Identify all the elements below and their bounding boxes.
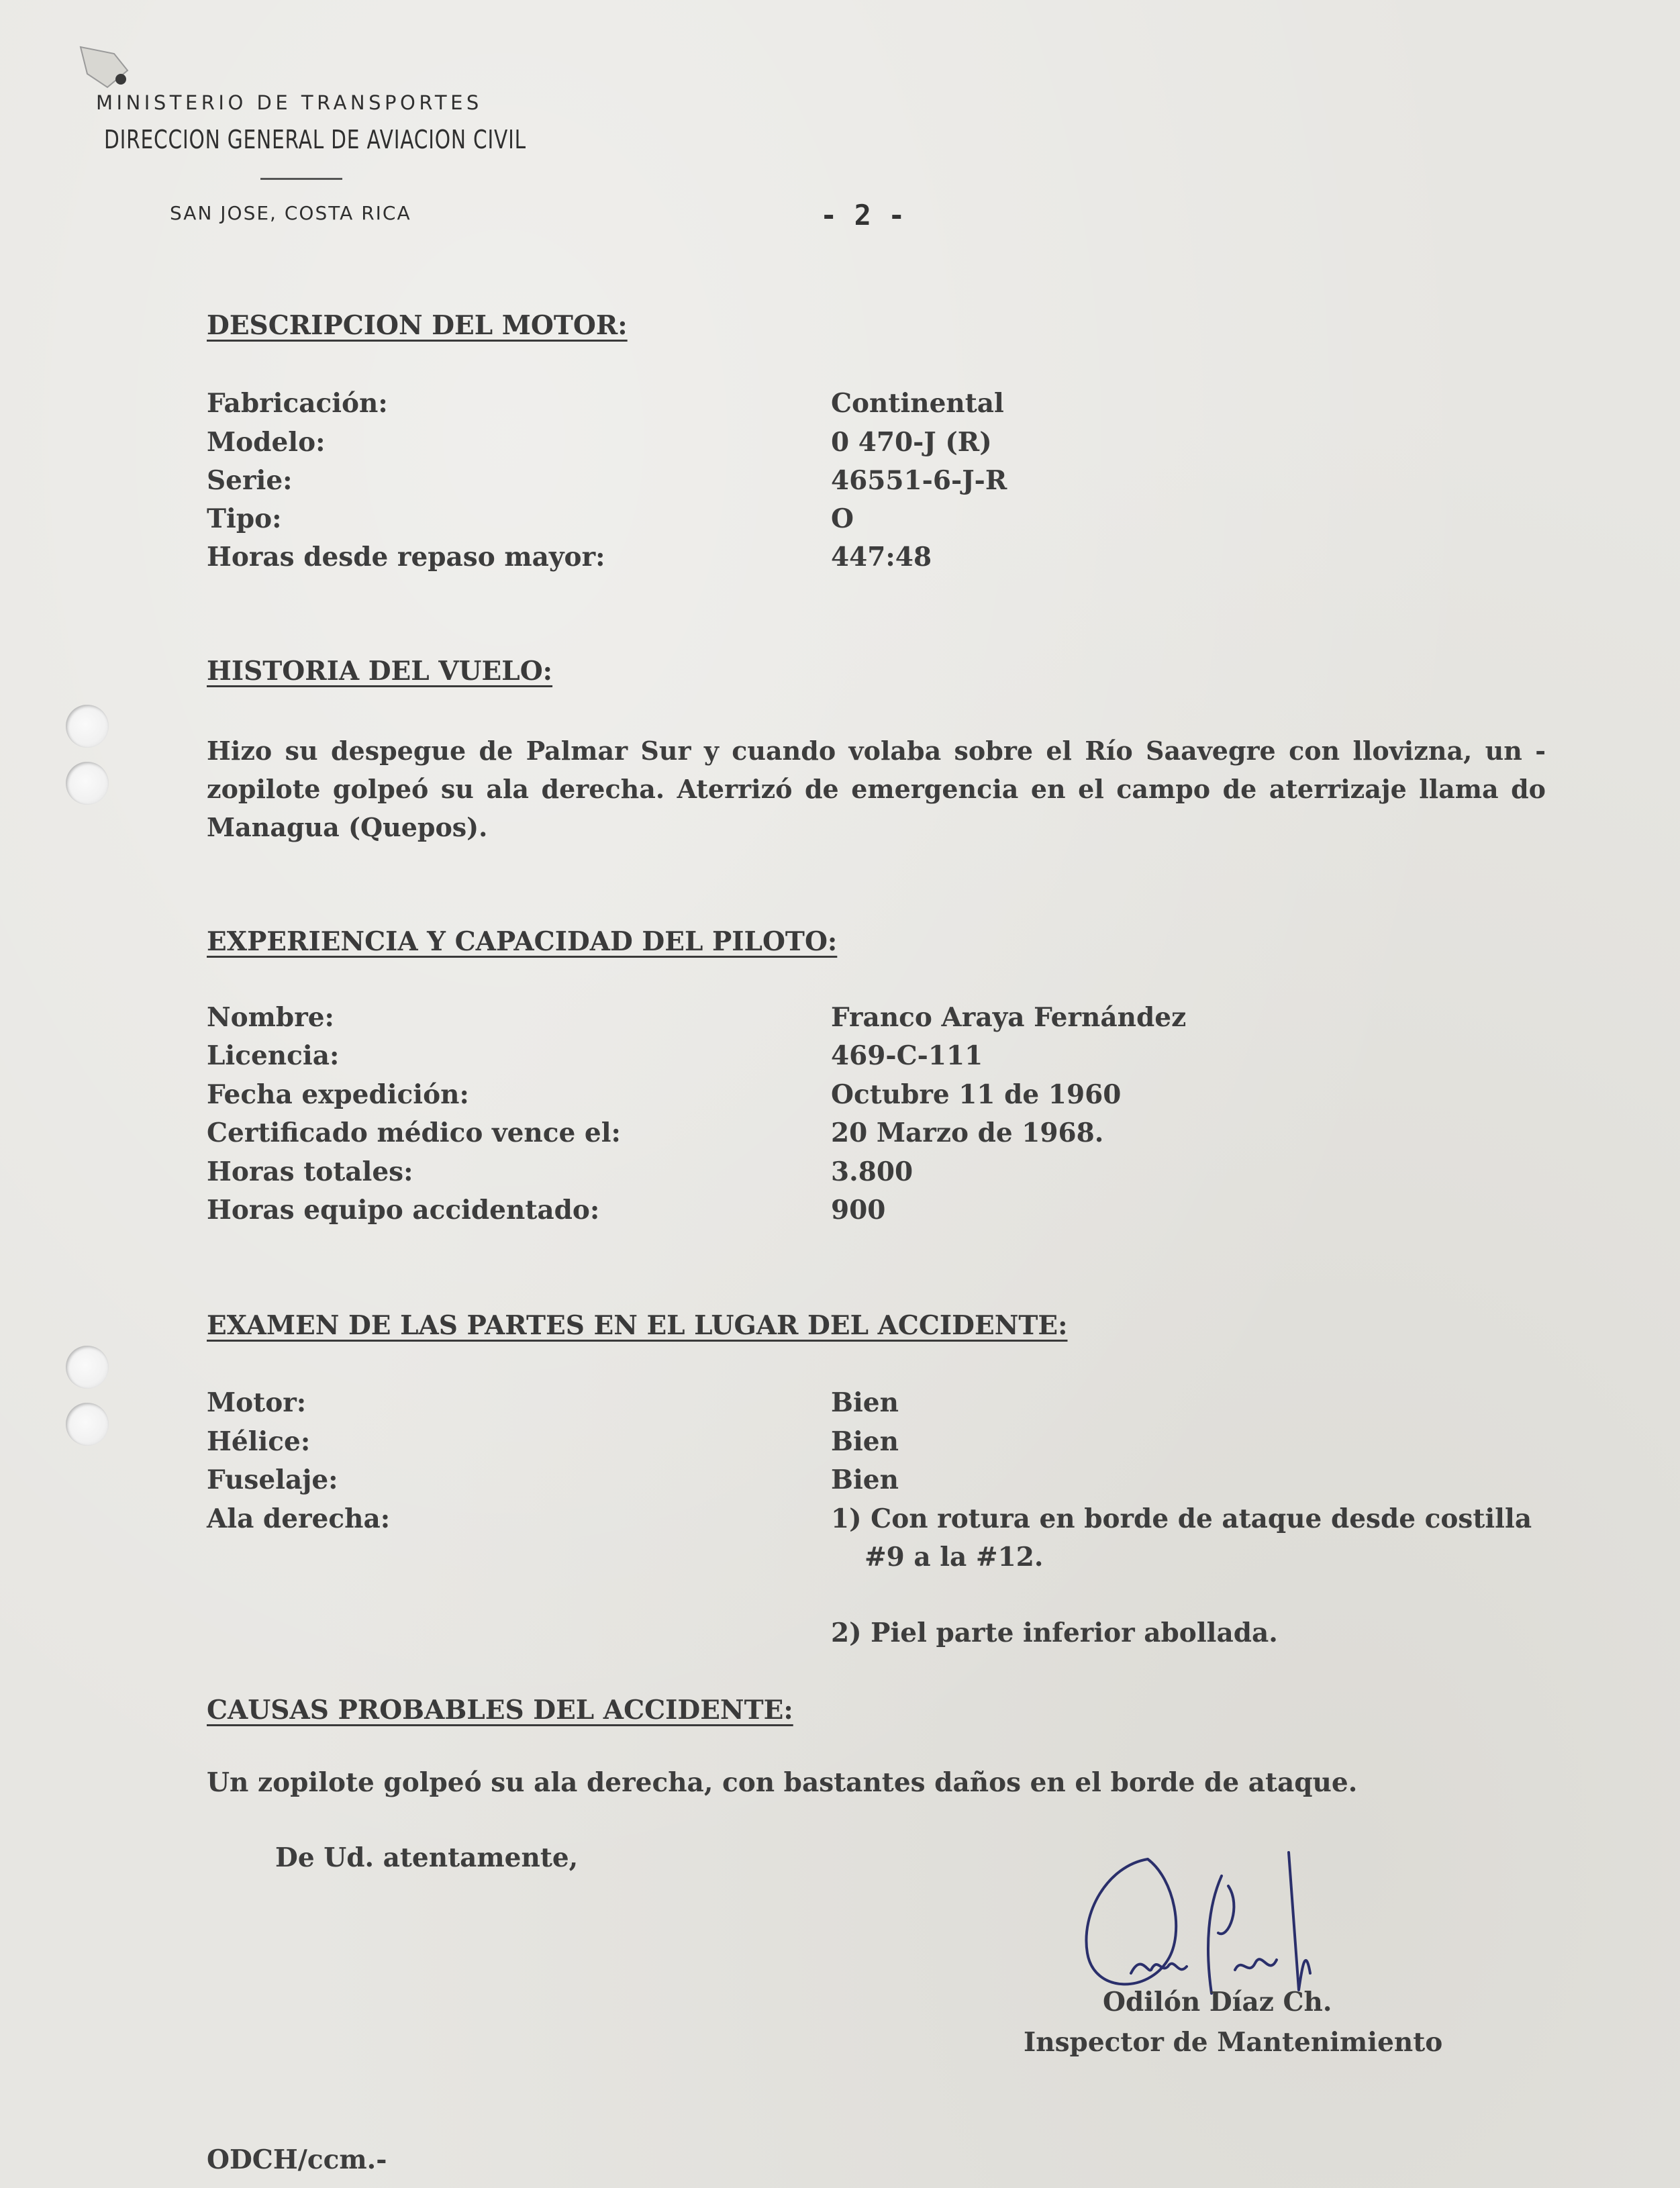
page-number: - 2 - — [820, 199, 905, 232]
examen-value: Bien — [831, 1464, 899, 1495]
motor-value: 447:48 — [831, 542, 932, 573]
piloto-label: Licencia: — [207, 1040, 340, 1071]
piloto-label: Horas totales: — [207, 1156, 413, 1187]
piloto-value: Franco Araya Fernández — [831, 1002, 1187, 1033]
examen-value: Bien — [831, 1426, 899, 1457]
motor-value: O — [831, 503, 854, 534]
piloto-label: Fecha expedición: — [207, 1079, 469, 1110]
punch-hole — [66, 762, 109, 805]
signature-title: Inspector de Mantenimiento — [1024, 2027, 1443, 2058]
motor-value: 0 470-J (R) — [831, 427, 992, 458]
motor-label: Serie: — [207, 465, 293, 496]
punch-hole — [66, 1403, 109, 1446]
motor-value: Continental — [831, 388, 1004, 419]
piloto-label: Certificado médico vence el: — [207, 1117, 621, 1148]
piloto-value: 469-C-111 — [831, 1040, 983, 1071]
examen-label: Ala derecha: — [207, 1503, 391, 1534]
section-title-causas: CAUSAS PROBABLES DEL ACCIDENTE: — [207, 1695, 793, 1726]
historia-paragraph: Hizo su despegue de Palmar Sur y cuando volaba sobre el Río Saavegre con llovizna, un - zopilote golpeó su ala derecha. Aterrizó de emergencia en el campo de aterrizaje llama do Managua (Quepos). — [207, 736, 1546, 842]
letterhead-city: SAN JOSE, COSTA RICA — [170, 202, 411, 224]
punch-hole — [66, 1346, 109, 1389]
motor-label: Horas desde repaso mayor: — [207, 542, 605, 573]
examen-label: Fuselaje: — [207, 1464, 338, 1495]
examen-ala-continuation: #9 a la #12. — [864, 1542, 1044, 1573]
letterhead-rule — [260, 178, 342, 180]
piloto-value: Octubre 11 de 1960 — [831, 1079, 1122, 1110]
examen-label: Hélice: — [207, 1426, 311, 1457]
motor-label: Fabricación: — [207, 388, 388, 419]
motor-value: 46551-6-J-R — [831, 465, 1007, 496]
piloto-value: 900 — [831, 1195, 886, 1226]
motor-label: Modelo: — [207, 427, 326, 458]
letterhead-ministry: MINISTERIO DE TRANSPORTES — [96, 91, 483, 114]
section-title-motor: DESCRIPCION DEL MOTOR: — [207, 310, 628, 341]
motor-label: Tipo: — [207, 503, 282, 534]
piloto-label: Horas equipo accidentado: — [207, 1195, 600, 1226]
piloto-label: Nombre: — [207, 1002, 334, 1033]
causas-text: Un zopilote golpeó su ala derecha, con bastantes daños en el borde de ataque. — [207, 1767, 1358, 1798]
letterhead-direction: DIRECCION GENERAL DE AVIACION CIVIL — [104, 125, 526, 154]
section-title-piloto: EXPERIENCIA Y CAPACIDAD DEL PILOTO: — [207, 926, 838, 957]
examen-ala-item-2: 2) Piel parte inferior abollada. — [831, 1618, 1278, 1648]
section-title-examen: EXAMEN DE LAS PARTES EN EL LUGAR DEL ACCIDENTE: — [207, 1310, 1068, 1341]
piloto-value: 20 Marzo de 1968. — [831, 1117, 1104, 1148]
reference-initials: ODCH/ccm.- — [207, 2144, 387, 2175]
examen-value: Bien — [831, 1387, 899, 1418]
handwritten-signature — [1067, 1839, 1383, 2007]
examen-value: 1) Con rotura en borde de ataque desde costilla — [831, 1503, 1532, 1534]
closing-line: De Ud. atentamente, — [275, 1842, 579, 1873]
signature-name: Odilón Díaz Ch. — [1103, 1987, 1332, 2018]
examen-label: Motor: — [207, 1387, 307, 1418]
section-title-historia: HISTORIA DEL VUELO: — [207, 656, 553, 687]
punch-hole — [66, 705, 109, 748]
torn-corner-mark — [74, 40, 134, 94]
piloto-value: 3.800 — [831, 1156, 913, 1187]
